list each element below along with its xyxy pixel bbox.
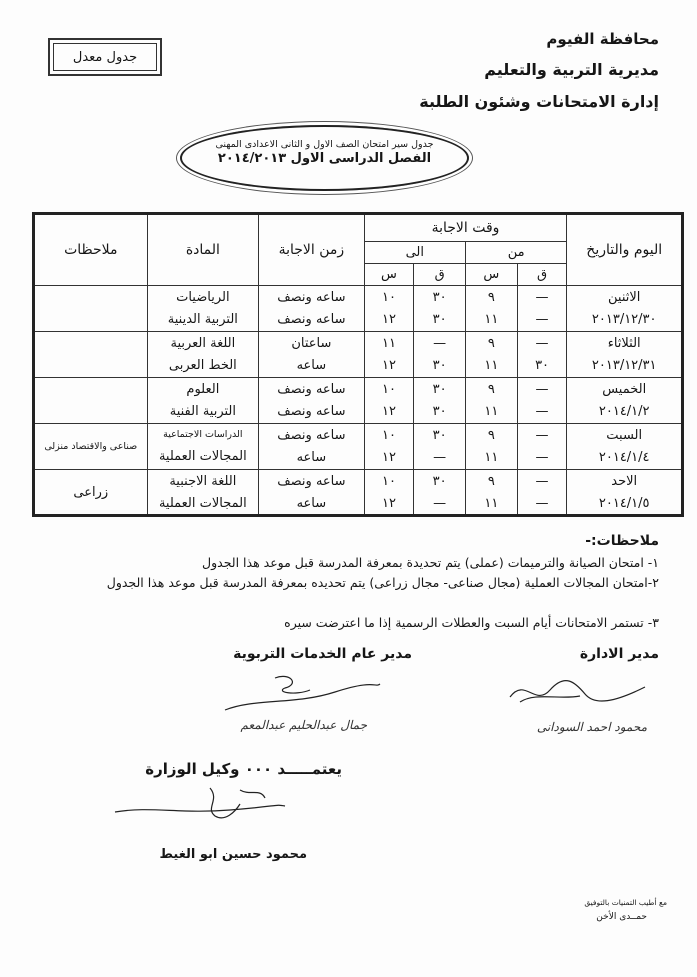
note-item-2: ٢-امتحان المجالات العملية (مجال صناعى- مجال زراعى) يتم تحديده بمعرفة المدرسة قبل موعد هذا الجدول	[106, 575, 659, 590]
row-note	[34, 332, 148, 378]
to-minute: ٣٠	[432, 428, 447, 443]
subject: اللغة الاجنبية	[169, 473, 237, 489]
subject: العلوم	[186, 382, 220, 397]
from-hour: ٩	[487, 428, 495, 443]
from-hour: ١١	[484, 450, 499, 465]
table-row	[34, 424, 683, 470]
subject: الخط العربى	[168, 358, 237, 373]
subject: المجالات العملية	[158, 449, 247, 464]
to-minute: —	[433, 495, 447, 511]
to-hour: ١٢	[381, 312, 396, 327]
footer-author: حمــدى الأخن	[596, 912, 647, 922]
header-answer-time: وقت الاجابة	[364, 214, 567, 242]
subject: المجالات العملية	[158, 495, 247, 511]
day-name: الثلاثاء	[607, 336, 641, 351]
from-hour: ١١	[484, 358, 499, 373]
header-from-minute: ق	[517, 264, 567, 286]
note-item-1: ١- امتحان الصيانة والترميمات (عملى) يتم تحديدة بمعرفة المدرسة قبل موعد هذا الجدول	[202, 555, 659, 570]
to-minute: ٣٠	[432, 358, 447, 373]
to-minute: ٣٠	[432, 312, 447, 327]
from-minute: —	[535, 312, 549, 327]
from-minute: —	[535, 495, 549, 511]
governorate-heading: محافظة الفيوم	[546, 30, 659, 48]
exam-title-line1: جدول سير امتحان الصف الاول و الثانى الاعدادى المهنى	[215, 139, 434, 150]
to-hour: ١٠	[381, 428, 396, 443]
to-minute: —	[433, 450, 447, 465]
exam-title-oval	[180, 125, 469, 191]
from-hour: ٩	[487, 336, 495, 351]
day-date: ٢٠١٤/١/٤	[598, 450, 650, 465]
from-minute: —	[535, 290, 549, 305]
header-to-minute: ق	[414, 264, 466, 286]
day-date: ٢٠١٣/١٢/٣١	[591, 358, 657, 373]
from-hour: ١١	[484, 495, 499, 511]
to-hour: ١١	[381, 336, 396, 351]
day-name: الاحد	[611, 473, 638, 489]
subject: الرياضيات	[176, 290, 230, 305]
from-minute: —	[535, 404, 549, 419]
header-to: الى	[364, 242, 465, 264]
subject: التربية الدينية	[167, 312, 238, 327]
day-name: السبت	[606, 428, 643, 443]
from-hour: ١١	[484, 312, 499, 327]
day-name: الخميس	[602, 382, 647, 397]
modified-schedule-stamp	[48, 38, 162, 76]
header-subject: المادة	[147, 214, 259, 286]
directorate-heading: مديرية التربية والتعليم	[484, 60, 659, 79]
subject: الدراسات الاجتماعية	[163, 429, 243, 440]
approval-title: يعتمـــــد ٠٠٠ وكيل الوزارة	[145, 760, 342, 778]
row-note: صناعى والاقتصاد منزلى	[34, 424, 148, 470]
to-hour: ١٢	[381, 495, 396, 511]
from-hour: ٩	[487, 290, 495, 305]
duration: ساعه ونصف	[277, 382, 346, 397]
from-minute: —	[535, 450, 549, 465]
header-duration: زمن الاجابة	[259, 214, 364, 286]
subject: اللغة العربية	[170, 336, 236, 351]
exam-schedule-table	[32, 212, 684, 517]
day-date: ٢٠١٤/١/٥	[598, 495, 650, 511]
to-hour: ١٢	[381, 450, 396, 465]
from-minute: —	[535, 336, 549, 351]
note-item-3: ٣- تستمر الامتحانات أيام السبت والعطلات الرسمية إذا ما اعترضت سيره	[284, 615, 659, 630]
notes-title: ملاحظات:-	[585, 533, 659, 549]
from-hour: ٩	[487, 382, 495, 397]
duration: ساعه ونصف	[277, 428, 346, 443]
from-hour: ١١	[484, 404, 499, 419]
admin-manager-name: محمود احمد السودانى	[536, 720, 647, 734]
department-heading: إدارة الامتحانات وشئون الطلبة	[419, 92, 659, 111]
from-hour: ٩	[487, 473, 495, 489]
to-minute: ٣٠	[432, 404, 447, 419]
to-minute: ٣٠	[432, 473, 447, 489]
table-row	[34, 286, 683, 332]
duration: ساعه ونصف	[277, 404, 346, 419]
table-row	[34, 470, 683, 516]
row-note	[34, 286, 148, 332]
general-manager-signature	[215, 670, 385, 718]
to-minute: —	[433, 336, 447, 351]
general-manager-title: مدير عام الخدمات التربوية	[233, 646, 412, 662]
admin-manager-title: مدير الادارة	[579, 646, 659, 662]
table-row	[34, 378, 683, 424]
day-date: ٢٠١٣/١٢/٣٠	[591, 312, 657, 327]
row-note	[34, 378, 148, 424]
from-minute: ٣٠	[535, 358, 550, 373]
to-hour: ١٢	[381, 358, 396, 373]
stamp-label: جدول معدل	[53, 43, 157, 71]
header-notes: ملاحظات	[34, 214, 148, 286]
duration: ساعه	[296, 495, 327, 511]
exam-title-line2: الفصل الدراسى الاول ٢٠١٤/٢٠١٣	[217, 150, 432, 166]
duration: ساعتان	[291, 336, 332, 351]
row-note: زراعى	[34, 470, 148, 516]
day-date: ٢٠١٤/١/٢	[598, 404, 650, 419]
approval-signature	[110, 782, 290, 832]
duration: ساعه ونصف	[277, 290, 346, 305]
from-minute: —	[535, 473, 549, 489]
approval-name: محمود حسين ابو الغيط	[159, 847, 307, 862]
from-minute: —	[535, 382, 549, 397]
to-hour: ١٢	[381, 404, 396, 419]
duration: ساعه	[296, 358, 327, 373]
to-hour: ١٠	[381, 473, 396, 489]
day-name: الاثنين	[608, 290, 641, 305]
duration: ساعه ونصف	[277, 312, 346, 327]
from-minute: —	[535, 428, 549, 443]
to-minute: ٣٠	[432, 382, 447, 397]
header-day-date: اليوم والتاريخ	[567, 214, 683, 286]
table-row	[34, 332, 683, 378]
to-hour: ١٠	[381, 382, 396, 397]
to-minute: ٣٠	[432, 290, 447, 305]
footer-wishes: مع أطيب التمنيات بالتوفيق	[584, 898, 667, 907]
duration: ساعه ونصف	[277, 473, 346, 489]
to-hour: ١٠	[381, 290, 396, 305]
duration: ساعه	[296, 450, 327, 465]
subject: التربية الفنية	[169, 404, 236, 419]
general-manager-name: جمال عبدالحليم عبدالمعم	[240, 718, 367, 732]
header-from-hour: س	[466, 264, 518, 286]
header-from: من	[466, 242, 567, 264]
admin-manager-signature	[505, 672, 655, 712]
header-to-hour: س	[364, 264, 414, 286]
